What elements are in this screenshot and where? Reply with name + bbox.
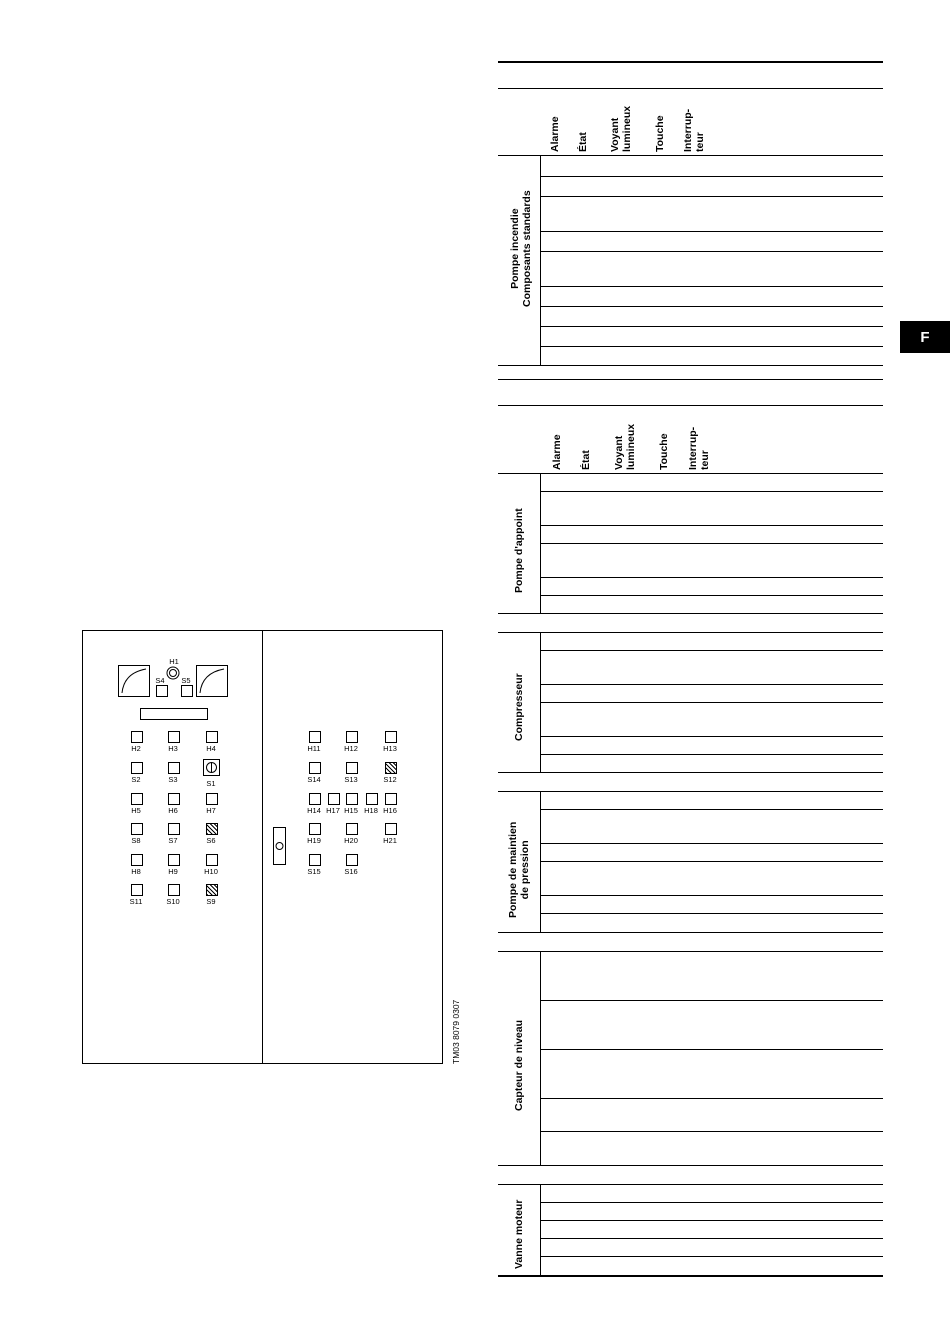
label-h1: H1 xyxy=(169,657,179,666)
label-s13: S13 xyxy=(344,775,358,784)
label-h15: H15 xyxy=(344,806,358,815)
header-alarme-2: Alarme xyxy=(551,434,563,470)
label-h11: H11 xyxy=(307,744,321,753)
label-h21: H21 xyxy=(383,836,397,845)
label-h4: H4 xyxy=(206,744,216,753)
label-s2: S2 xyxy=(131,775,141,784)
header-etat: État xyxy=(577,132,589,152)
label-h7: H7 xyxy=(206,806,216,815)
label-h8: H8 xyxy=(131,867,141,876)
language-tab: F xyxy=(900,321,950,353)
section-vanne-moteur: Vanne moteur xyxy=(513,1199,525,1269)
label-h2: H2 xyxy=(131,744,141,753)
label-s3: S3 xyxy=(168,775,178,784)
label-s16: S16 xyxy=(344,867,358,876)
label-s14: S14 xyxy=(307,775,321,784)
label-h19: H19 xyxy=(307,836,321,845)
label-s6: S6 xyxy=(206,836,216,845)
label-s5: S5 xyxy=(181,676,191,685)
section-capteur-niveau: Capteur de niveau xyxy=(513,1019,525,1111)
label-h16: H16 xyxy=(383,806,397,815)
section-pompe-maintien: Pompe de maintien de pression xyxy=(507,821,531,918)
label-h20: H20 xyxy=(344,836,358,845)
label-h10: H10 xyxy=(204,867,218,876)
label-h3: H3 xyxy=(168,744,178,753)
label-h6: H6 xyxy=(168,806,178,815)
display-strip xyxy=(140,708,208,720)
section-pompe-incendie: Pompe incendie Composants standards xyxy=(509,190,533,307)
label-h14: H14 xyxy=(307,806,321,815)
label-s7: S7 xyxy=(168,836,178,845)
label-s10: S10 xyxy=(166,897,180,906)
header-touche: Touche xyxy=(654,115,666,152)
header-voyant: Voyant lumineux xyxy=(609,105,633,152)
door-handle-icon xyxy=(273,827,286,865)
button-s5 xyxy=(181,685,193,697)
label-h9: H9 xyxy=(168,867,178,876)
selector-s1-icon xyxy=(203,759,220,776)
section-compresseur: Compresseur xyxy=(513,673,525,741)
label-s4: S4 xyxy=(155,676,165,685)
label-h17: H17 xyxy=(326,806,340,815)
control-panel-drawing xyxy=(82,630,443,1064)
section-pompe-appoint: Pompe d'appoint xyxy=(513,508,525,593)
figure-code: TM03 8079 0307 xyxy=(451,999,461,1064)
header-interrupteur-2: Interrup- teur xyxy=(687,426,711,470)
label-s11: S11 xyxy=(129,897,143,906)
header-voyant-2: Voyant lumineux xyxy=(613,423,637,470)
label-h5: H5 xyxy=(131,806,141,815)
button-s4 xyxy=(156,685,168,697)
label-h13: H13 xyxy=(383,744,397,753)
header-interrupteur: Interrup- teur xyxy=(682,108,706,152)
label-s1: S1 xyxy=(206,779,216,788)
header-touche-2: Touche xyxy=(658,433,670,470)
label-s8: S8 xyxy=(131,836,141,845)
label-s9: S9 xyxy=(206,897,216,906)
label-h18: H18 xyxy=(364,806,378,815)
label-s12: S12 xyxy=(383,775,397,784)
header-alarme: Alarme xyxy=(549,116,561,152)
label-s15: S15 xyxy=(307,867,321,876)
header-etat-2: État xyxy=(580,450,592,470)
label-h12: H12 xyxy=(344,744,358,753)
